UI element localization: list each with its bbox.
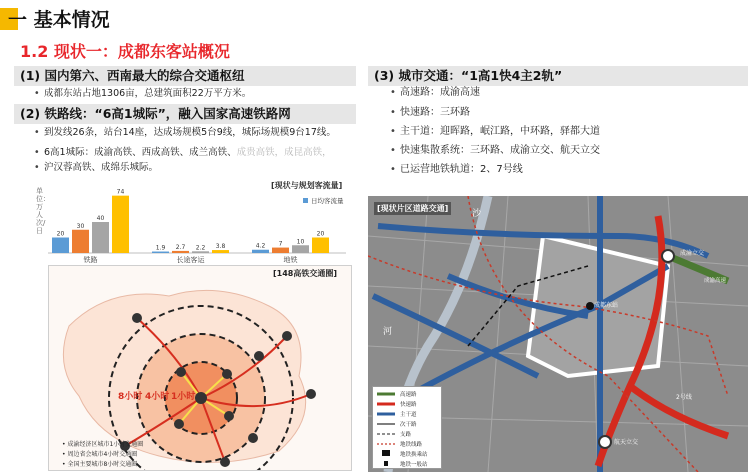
chart-bar — [292, 245, 309, 253]
road-legend-label: 地铁线路 — [400, 442, 423, 448]
rail-map-legend-item: • 周边省会城市4小时交通圈 — [62, 451, 138, 458]
section3-bullet: • 快速集散系统：三环路、成渝立交、航天立交 — [400, 144, 600, 158]
chart-data-label: 40 — [96, 215, 105, 222]
chart-bar — [72, 230, 89, 253]
chart-data-label: 30 — [76, 222, 85, 230]
map-label-river: 沙 — [472, 209, 482, 219]
section3-heading: (3) 城市交通：“1高1快4主2轨” — [368, 66, 748, 86]
section2-bullet1: • 到发线26条，站台14座，达成场规模5台9线，城际场规模9台17线。 — [44, 126, 336, 140]
chart-data-label: 10 — [296, 238, 305, 246]
ring-label-4h: 4小时 — [145, 392, 170, 402]
chart-category-label: 铁路 — [83, 256, 98, 264]
road-legend-label: 快速路 — [400, 402, 417, 408]
section3-bullet: • 快速路：三环路 — [400, 106, 470, 120]
rail-map-legend-item: • 成渝经济区城市1小时交通圈 — [62, 441, 144, 448]
map-label-interchange: 航天立交 — [614, 439, 639, 446]
legend-text: 周边省会城市4小时交通圈 — [67, 451, 138, 458]
road-map-title: [现状片区道路交通] — [374, 202, 451, 215]
map-label-interchange: 成渝立交 — [680, 250, 705, 257]
road-legend-label: 高速路 — [400, 392, 417, 398]
chart-data-label: 2.2 — [195, 244, 206, 252]
chart-bar — [52, 238, 69, 254]
page-title: 一 基本情况 — [8, 9, 110, 31]
section3-bullet: • 已运营地铁轨道：2、7号线 — [400, 163, 523, 177]
map-label-road: 成渝高速 — [704, 278, 727, 284]
chart-legend-label: 日均客流量 — [311, 197, 344, 205]
chart-data-label: 2.7 — [175, 243, 186, 251]
section2-bullet2 — [44, 146, 332, 160]
road-legend-label: 主干道 — [400, 412, 417, 418]
rail-map-legend-item: • 全国主要城市8小时交通圈 — [62, 461, 138, 468]
chart-bar — [172, 251, 189, 253]
chart-title: [现状与规划客流量] — [271, 181, 343, 190]
road-legend-label: 地铁一般站 — [400, 462, 428, 468]
chart-bar — [272, 248, 289, 253]
section1-heading: (1) 国内第六、西南最大的综合交通枢纽 — [14, 66, 356, 86]
chart-category-label: 地铁 — [283, 256, 298, 264]
chart-data-label: 20 — [316, 230, 325, 238]
bullet2-line2-text: 沪汉蓉高铁、成绵乐城际。 — [44, 162, 159, 173]
bullet2-main-text: 6高1城际：成渝高铁、西成高铁、成兰高铁、 — [44, 147, 237, 158]
chart-legend-swatch — [303, 198, 308, 203]
chart-bar — [212, 250, 229, 253]
bullet2-grey-text: 成贵高铁，成昆高铁， — [236, 147, 332, 158]
map-label-station: 成都东站 — [594, 302, 619, 309]
legend-text: 全国主要城市8小时交通圈 — [67, 461, 138, 468]
section2-heading: (2) 铁路线：“6高1城际”，融入国家高速铁路网 — [14, 104, 356, 124]
chart-bar — [192, 251, 209, 253]
chart-bar — [312, 238, 329, 254]
chart-data-label: 7 — [278, 240, 283, 248]
chart-data-label: 20 — [56, 230, 65, 238]
chart-bar — [252, 250, 269, 253]
map-label-metro-line: 2号线 — [676, 394, 692, 401]
ridership-bar-chart — [34, 177, 354, 267]
rail-circle-map-title: [148高铁交通圈] — [273, 269, 338, 278]
page-subtitle: 1.2 现状一：成都东客站概况 — [20, 42, 230, 61]
legend-text: 成渝经济区城市1小时交通圈 — [67, 441, 144, 448]
section3-bullet: • 主干道：迎晖路，岷江路，中环路，驿都大道 — [400, 125, 600, 139]
ring-label-1h: 1小时 — [171, 392, 196, 402]
road-map-legend — [372, 386, 442, 469]
chart-data-label: 1.9 — [155, 244, 166, 252]
chart-category-label: 长途客运 — [176, 256, 205, 264]
chart-bar — [112, 196, 129, 253]
road-legend-label: 地铁换乘站 — [400, 452, 428, 458]
section1-bullet: • 成都东站占地1306亩，总建筑面积22万平方米。 — [44, 87, 251, 101]
chart-bar — [92, 222, 109, 253]
road-legend-label: 次干路 — [400, 422, 417, 428]
map-label-river: 河 — [383, 327, 393, 337]
ring-label-8h: 8小时 — [118, 392, 143, 402]
chart-data-label: 3.8 — [215, 243, 226, 251]
chart-data-label: 74 — [116, 188, 125, 196]
section2-bullet2-line2 — [44, 161, 158, 175]
chart-data-label: 4.2 — [255, 242, 266, 250]
section3-bullet: • 高速路：成渝高速 — [400, 86, 480, 100]
road-legend-label: 支路 — [400, 432, 412, 438]
chart-bar — [152, 252, 169, 253]
chart-y-axis-label: 单位：万人次/日 — [36, 187, 50, 235]
